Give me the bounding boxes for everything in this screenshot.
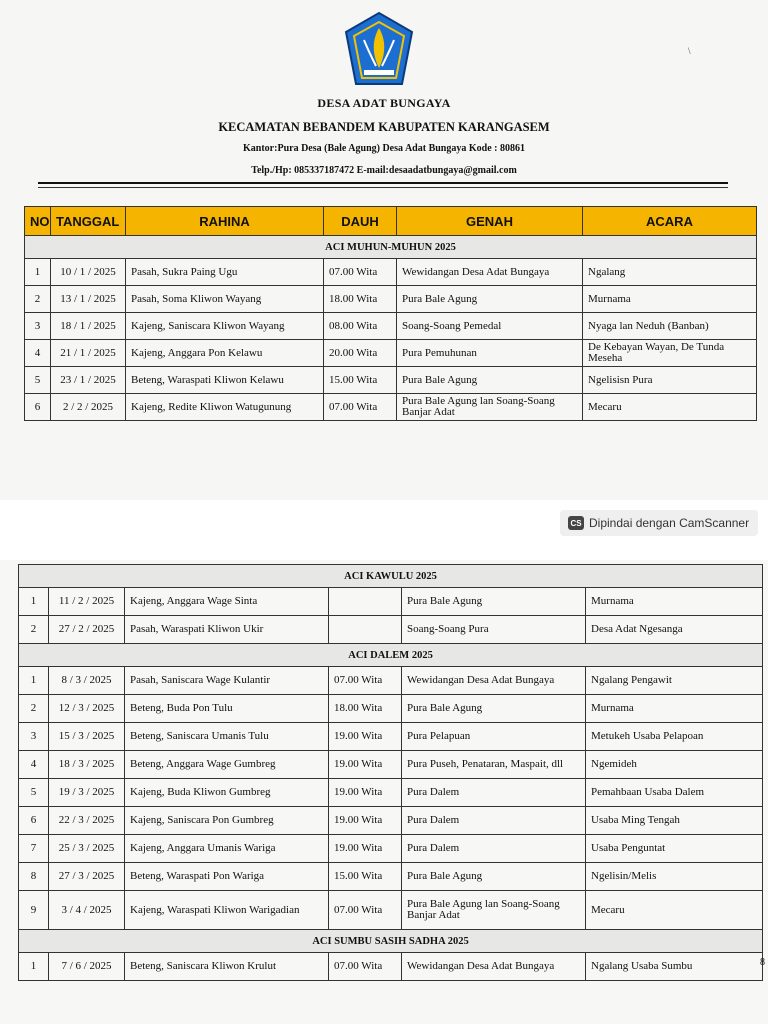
col-header-rahina: RAHINA [126, 207, 324, 236]
cell-rahina: Kajeng, Redite Kliwon Watugunung [126, 394, 324, 421]
cell-rahina: Pasah, Waraspati Kliwon Ukir [125, 616, 329, 644]
cell-genah: Wewidangan Desa Adat Bungaya [397, 259, 583, 286]
cell-genah: Pura Bale Agung [397, 367, 583, 394]
cell-dauh [329, 616, 402, 644]
section-row [19, 565, 763, 588]
cell-tanggal: 10 / 1 / 2025 [51, 259, 126, 286]
corner-mark: \ [688, 46, 691, 56]
cell-dauh: 18.00 Wita [329, 695, 402, 723]
cell-dauh: 08.00 Wita [324, 313, 397, 340]
cell-tanggal: 8 / 3 / 2025 [49, 667, 125, 695]
section-title: ACI SUMBU SASIH SADHA 2025 [19, 930, 763, 953]
cell-tanggal: 27 / 3 / 2025 [49, 863, 125, 891]
letterhead-rule [38, 182, 728, 184]
col-header-tanggal: TANGGAL [51, 207, 126, 236]
cell-dauh: 19.00 Wita [329, 723, 402, 751]
cell-dauh: 07.00 Wita [324, 394, 397, 421]
cell-dauh: 20.00 Wita [324, 340, 397, 367]
cell-no: 6 [25, 394, 51, 421]
cell-rahina: Kajeng, Waraspati Kliwon Warigadian [125, 891, 329, 930]
cell-tanggal: 13 / 1 / 2025 [51, 286, 126, 313]
section-row [25, 236, 757, 259]
cell-rahina: Kajeng, Anggara Pon Kelawu [126, 340, 324, 367]
letterhead-rule-thin [38, 187, 728, 188]
page-number: 8 [760, 957, 765, 968]
cell-no: 9 [19, 891, 49, 930]
office-address: Kantor:Pura Desa (Bale Agung) Desa Adat Bungaya Kode : 80861 [243, 143, 525, 154]
cell-acara: Ngalang [583, 259, 757, 286]
cell-dauh [329, 588, 402, 616]
cell-rahina: Kajeng, Anggara Umanis Wariga [125, 835, 329, 863]
cell-acara: Pemahbaan Usaba Dalem [586, 779, 763, 807]
cell-genah: Soang-Soang Pura [402, 616, 586, 644]
cell-genah: Pura Pemuhunan [397, 340, 583, 367]
cell-tanggal: 12 / 3 / 2025 [49, 695, 125, 723]
cell-acara: Usaba Penguntat [586, 835, 763, 863]
table-row [19, 891, 763, 930]
cell-acara: Usaba Ming Tengah [586, 807, 763, 835]
cell-tanggal: 18 / 1 / 2025 [51, 313, 126, 340]
cell-tanggal: 3 / 4 / 2025 [49, 891, 125, 930]
cell-no: 3 [25, 313, 51, 340]
cell-rahina: Kajeng, Saniscara Pon Gumbreg [125, 807, 329, 835]
cell-genah: Wewidangan Desa Adat Bungaya [402, 667, 586, 695]
cell-genah: Wewidangan Desa Adat Bungaya [402, 953, 586, 981]
cell-dauh: 19.00 Wita [329, 835, 402, 863]
cell-genah: Pura Bale Agung [402, 695, 586, 723]
contact-info: Telp./Hp: 085337187472 E-mail:desaadatbungaya@gmail.com [251, 165, 517, 176]
cell-genah: Pura Bale Agung [402, 863, 586, 891]
cell-rahina: Kajeng, Buda Kliwon Gumbreg [125, 779, 329, 807]
schedule-table-page2 [18, 564, 763, 981]
cell-genah: Pura Bale Agung lan Soang-Soang Banjar Adat [397, 394, 583, 421]
table-row [19, 835, 763, 863]
cell-acara: Murnama [586, 695, 763, 723]
cell-no: 1 [19, 667, 49, 695]
table-row [25, 286, 757, 313]
cell-rahina: Beteng, Saniscara Kliwon Krulut [125, 953, 329, 981]
schedule-table-page1 [24, 206, 757, 421]
cell-rahina: Kajeng, Saniscara Kliwon Wayang [126, 313, 324, 340]
table-row [19, 863, 763, 891]
cell-acara: Metukeh Usaba Pelapoan [586, 723, 763, 751]
cell-tanggal: 27 / 2 / 2025 [49, 616, 125, 644]
cell-acara: Ngelisin/Melis [586, 863, 763, 891]
cell-acara: Desa Adat Ngesanga [586, 616, 763, 644]
cell-tanggal: 18 / 3 / 2025 [49, 751, 125, 779]
cell-rahina: Beteng, Waraspati Kliwon Kelawu [126, 367, 324, 394]
cell-no: 5 [25, 367, 51, 394]
table-row [19, 695, 763, 723]
table-row [19, 616, 763, 644]
regency-emblem-icon [342, 10, 416, 90]
table-row [25, 394, 757, 421]
cell-tanggal: 19 / 3 / 2025 [49, 779, 125, 807]
cell-no: 2 [25, 286, 51, 313]
cell-acara: Murnama [583, 286, 757, 313]
cell-rahina: Beteng, Anggara Wage Gumbreg [125, 751, 329, 779]
table-row [19, 807, 763, 835]
section-row [19, 644, 763, 667]
cell-rahina: Kajeng, Anggara Wage Sinta [125, 588, 329, 616]
cell-no: 3 [19, 723, 49, 751]
cell-no: 2 [19, 695, 49, 723]
table-row [25, 259, 757, 286]
col-header-dauh: DAUH [324, 207, 397, 236]
cell-acara: Murnama [586, 588, 763, 616]
table-row [19, 953, 763, 981]
cell-rahina: Pasah, Saniscara Wage Kulantir [125, 667, 329, 695]
org-name: DESA ADAT BUNGAYA [317, 96, 451, 110]
cell-rahina: Beteng, Waraspati Pon Wariga [125, 863, 329, 891]
camscanner-label: Dipindai dengan CamScanner [589, 516, 750, 530]
cell-genah: Pura Bale Agung [402, 588, 586, 616]
district-name: KECAMATAN BEBANDEM KABUPATEN KARANGASEM [218, 120, 550, 134]
table-row [19, 751, 763, 779]
cell-genah: Pura Pelapuan [402, 723, 586, 751]
cell-dauh: 15.00 Wita [324, 367, 397, 394]
camscanner-badge [560, 510, 758, 536]
cell-dauh: 07.00 Wita [324, 259, 397, 286]
cell-dauh: 07.00 Wita [329, 667, 402, 695]
cell-genah: Pura Dalem [402, 807, 586, 835]
table-row [19, 723, 763, 751]
cell-tanggal: 21 / 1 / 2025 [51, 340, 126, 367]
cell-acara: Nyaga lan Neduh (Banban) [583, 313, 757, 340]
cell-no: 1 [19, 953, 49, 981]
section-title: ACI KAWULU 2025 [19, 565, 763, 588]
cell-dauh: 07.00 Wita [329, 891, 402, 930]
cell-dauh: 19.00 Wita [329, 807, 402, 835]
table-row [19, 667, 763, 695]
cell-rahina: Beteng, Buda Pon Tulu [125, 695, 329, 723]
cell-acara: Ngalang Pengawit [586, 667, 763, 695]
cell-genah: Pura Puseh, Penataran, Maspait, dll [402, 751, 586, 779]
cell-dauh: 15.00 Wita [329, 863, 402, 891]
section-title: ACI DALEM 2025 [19, 644, 763, 667]
cell-no: 8 [19, 863, 49, 891]
cell-acara: De Kebayan Wayan, De Tunda Meseha [583, 340, 757, 367]
cell-acara: Mecaru [586, 891, 763, 930]
cell-dauh: 19.00 Wita [329, 779, 402, 807]
cell-dauh: 19.00 Wita [329, 751, 402, 779]
cell-genah: Pura Dalem [402, 835, 586, 863]
cell-tanggal: 15 / 3 / 2025 [49, 723, 125, 751]
table-header-row [25, 207, 757, 236]
table-row [25, 340, 757, 367]
cell-genah: Soang-Soang Pemedal [397, 313, 583, 340]
cell-no: 4 [19, 751, 49, 779]
cell-rahina: Pasah, Soma Kliwon Wayang [126, 286, 324, 313]
cell-tanggal: 11 / 2 / 2025 [49, 588, 125, 616]
cell-no: 1 [19, 588, 49, 616]
cell-tanggal: 25 / 3 / 2025 [49, 835, 125, 863]
col-header-genah: GENAH [397, 207, 583, 236]
section-row [19, 930, 763, 953]
cell-dauh: 07.00 Wita [329, 953, 402, 981]
col-header-no: NO [25, 207, 51, 236]
cell-tanggal: 2 / 2 / 2025 [51, 394, 126, 421]
cell-no: 7 [19, 835, 49, 863]
table-row [25, 367, 757, 394]
cell-genah: Pura Bale Agung [397, 286, 583, 313]
cell-acara: Ngelisisn Pura [583, 367, 757, 394]
table-row [25, 313, 757, 340]
cell-rahina: Pasah, Sukra Paing Ugu [126, 259, 324, 286]
table-row [19, 588, 763, 616]
cell-acara: Ngemideh [586, 751, 763, 779]
cell-no: 6 [19, 807, 49, 835]
cell-no: 1 [25, 259, 51, 286]
cell-no: 2 [19, 616, 49, 644]
cell-rahina: Beteng, Saniscara Umanis Tulu [125, 723, 329, 751]
camscanner-icon: CS [568, 516, 584, 530]
cell-acara: Mecaru [583, 394, 757, 421]
cell-dauh: 18.00 Wita [324, 286, 397, 313]
cell-no: 5 [19, 779, 49, 807]
cell-tanggal: 23 / 1 / 2025 [51, 367, 126, 394]
cell-genah: Pura Dalem [402, 779, 586, 807]
col-header-acara: ACARA [583, 207, 757, 236]
cell-tanggal: 22 / 3 / 2025 [49, 807, 125, 835]
cell-no: 4 [25, 340, 51, 367]
cell-acara: Ngalang Usaba Sumbu [586, 953, 763, 981]
cell-tanggal: 7 / 6 / 2025 [49, 953, 125, 981]
table-row [19, 779, 763, 807]
cell-genah: Pura Bale Agung lan Soang-Soang Banjar Adat [402, 891, 586, 930]
section-title: ACI MUHUN-MUHUN 2025 [25, 236, 757, 259]
